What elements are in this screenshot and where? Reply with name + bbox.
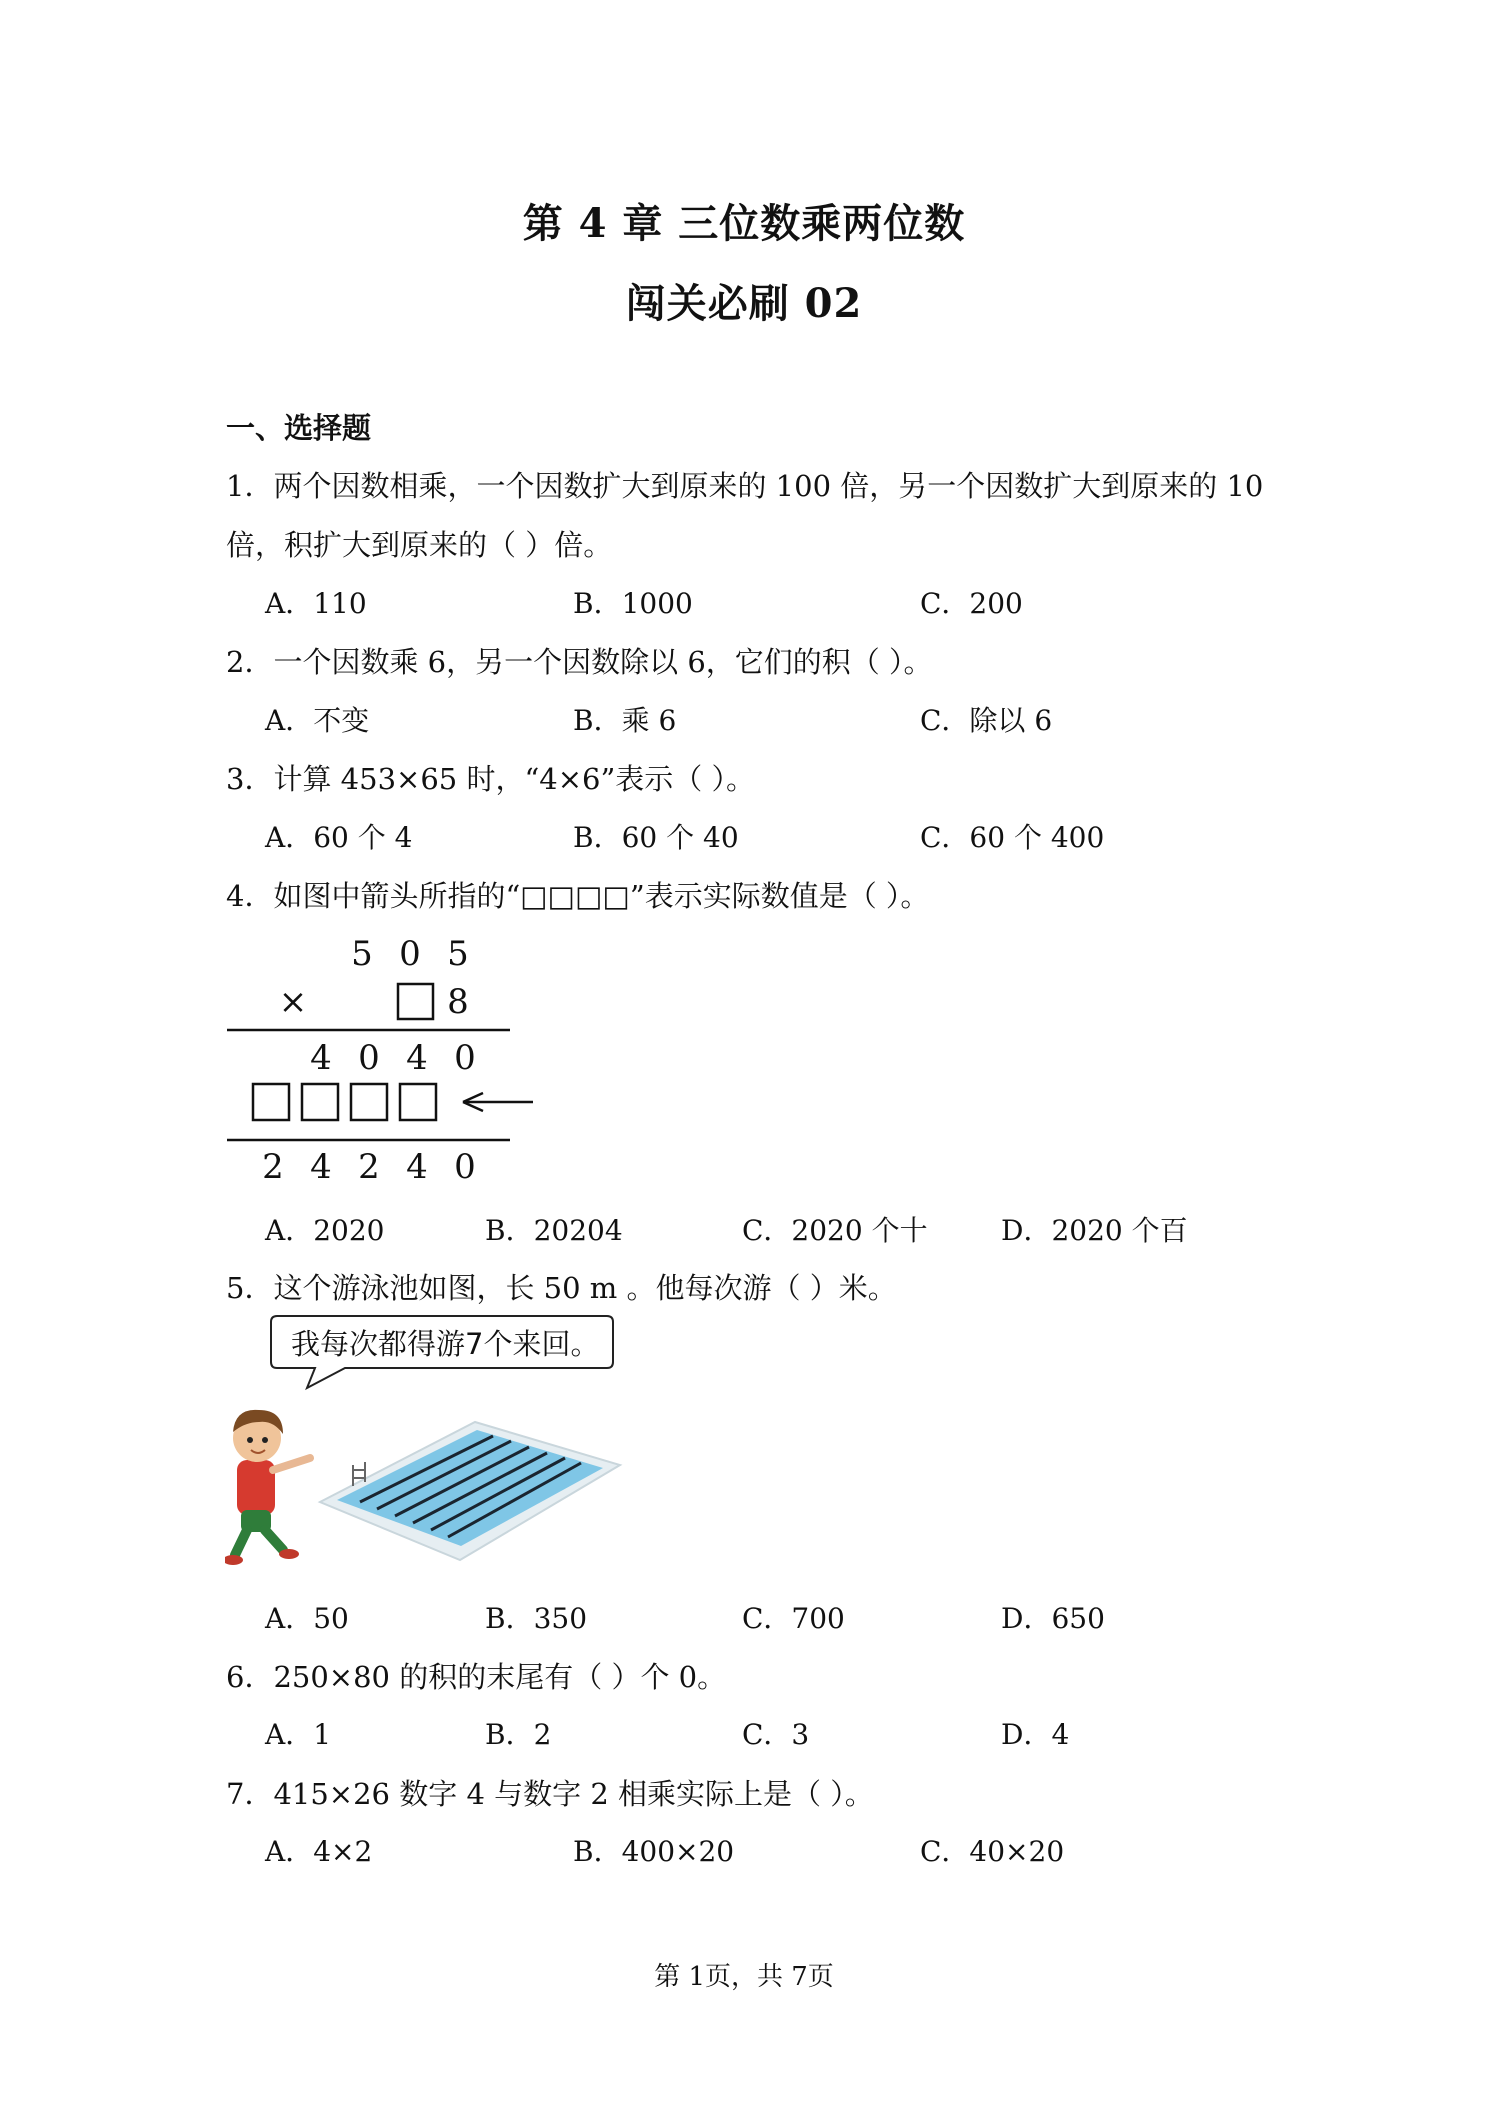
digit: 5 bbox=[351, 934, 373, 974]
digit: 5 bbox=[447, 934, 469, 974]
boy-illustration bbox=[225, 1410, 310, 1565]
question-2-option-a: A．不变 bbox=[265, 704, 370, 737]
times-sign: × bbox=[278, 982, 308, 1022]
question-7-line-1: 7．415×26 数字 4 与数字 2 相乘实际上是（ ）。 bbox=[226, 1777, 874, 1811]
question-2-line-1: 2．一个因数乘 6，另一个因数除以 6，它们的积（ ）。 bbox=[226, 645, 933, 679]
question-2-option-b: B．乘 6 bbox=[573, 704, 677, 737]
question-7-option-a: A．4×2 bbox=[265, 1835, 373, 1868]
question-5-option-a: A．50 bbox=[265, 1602, 349, 1635]
question-4-option-d: D．2020 个百 bbox=[1001, 1214, 1188, 1247]
blank-box bbox=[302, 1084, 338, 1120]
digit: 4 bbox=[406, 1038, 428, 1078]
question-6-option-d: D．4 bbox=[1001, 1718, 1070, 1751]
question-3-line-1: 3．计算 453×65 时，“4×6”表示（ ）。 bbox=[226, 762, 756, 796]
blank-box bbox=[253, 1084, 289, 1120]
digit: 0 bbox=[454, 1147, 476, 1187]
blank-box bbox=[351, 1084, 387, 1120]
page-subtitle: 闯关必刷 02 bbox=[625, 280, 863, 327]
speech-bubble bbox=[271, 1316, 613, 1388]
blank-box bbox=[398, 984, 433, 1019]
digit: 0 bbox=[399, 934, 421, 974]
question-3-option-a: A．60 个 4 bbox=[265, 821, 413, 854]
question-3-option-c: C．60 个 400 bbox=[920, 821, 1105, 854]
question-4-option-a: A．2020 bbox=[265, 1214, 385, 1247]
question-1-line-2: 倍，积扩大到原来的（ ）倍。 bbox=[226, 528, 613, 562]
question-6-option-b: B．2 bbox=[485, 1718, 552, 1751]
question-5-option-c: C．700 bbox=[742, 1602, 845, 1635]
question-6-option-c: C．3 bbox=[742, 1718, 810, 1751]
digit: 0 bbox=[358, 1038, 380, 1078]
digit: 8 bbox=[447, 982, 469, 1022]
question-6-option-a: A．1 bbox=[265, 1718, 332, 1751]
digit: 2 bbox=[262, 1147, 284, 1187]
digit: 4 bbox=[310, 1147, 332, 1187]
question-5-option-b: B．350 bbox=[485, 1602, 588, 1635]
question-4-line-1: 4．如图中箭头所指的“□□□□”表示实际数值是（ ）。 bbox=[226, 879, 930, 913]
pool-illustration bbox=[225, 1310, 645, 1600]
question-4-option-b: B．20204 bbox=[485, 1214, 623, 1247]
question-7-option-c: C．40×20 bbox=[920, 1835, 1065, 1868]
page-number: 第 1页，共 7页 bbox=[654, 1962, 834, 1992]
blank-box bbox=[400, 1084, 436, 1120]
pool-icon bbox=[320, 1422, 620, 1560]
digit: 4 bbox=[310, 1038, 332, 1078]
question-5-line-1: 5．这个游泳池如图，长 50 m 。他每次游（ ）米。 bbox=[226, 1271, 897, 1305]
question-4-option-c: C．2020 个十 bbox=[742, 1214, 928, 1247]
speech-text: 我每次都得游7个来回。 bbox=[291, 1327, 600, 1361]
question-1-option-b: B．1000 bbox=[573, 587, 693, 620]
section-heading: 一、选择题 bbox=[226, 411, 372, 445]
question-1-line-1: 1．两个因数相乘，一个因数扩大到原来的 100 倍，另一个因数扩大到原来的 10 bbox=[226, 469, 1264, 503]
question-5-option-d: D．650 bbox=[1001, 1602, 1105, 1635]
digit: 2 bbox=[358, 1147, 380, 1187]
digit: 0 bbox=[454, 1038, 476, 1078]
question-1-option-c: C．200 bbox=[920, 587, 1023, 620]
question-3-option-b: B．60 个 40 bbox=[573, 821, 739, 854]
question-2-option-c: C．除以 6 bbox=[920, 704, 1053, 737]
multiplication-figure bbox=[225, 925, 545, 1190]
digit: 4 bbox=[406, 1147, 428, 1187]
question-6-line-1: 6．250×80 的积的末尾有（ ）个 0。 bbox=[226, 1660, 727, 1694]
question-7-option-b: B．400×20 bbox=[573, 1835, 735, 1868]
question-1-option-a: A．110 bbox=[265, 587, 367, 620]
arrow-icon bbox=[463, 1093, 533, 1111]
page-title: 第 4 章 三位数乘两位数 bbox=[522, 200, 966, 247]
